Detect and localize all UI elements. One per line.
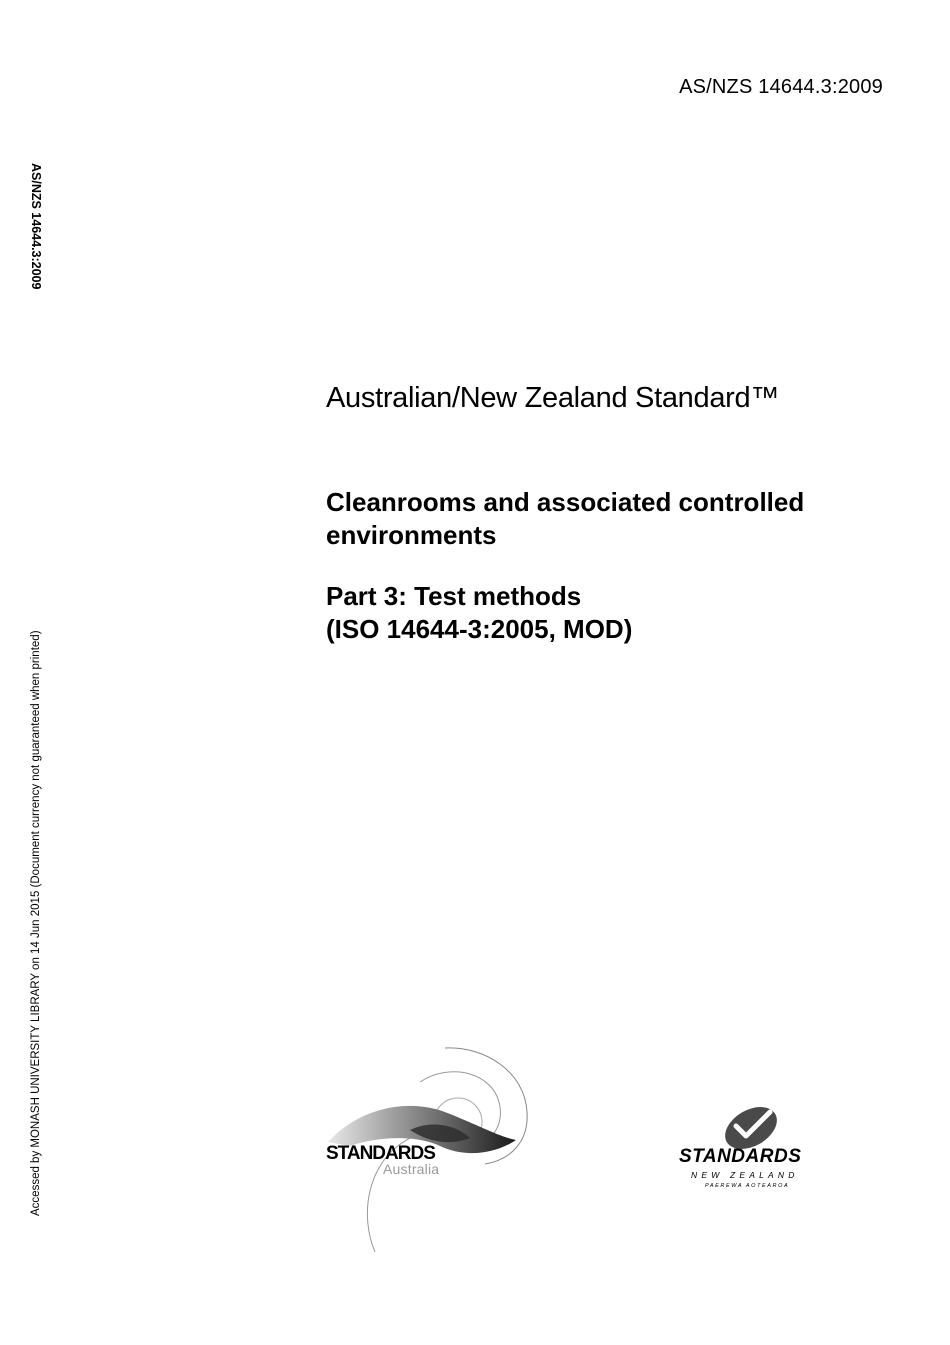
standards-nz-subtitle: NEW ZEALAND bbox=[691, 1170, 799, 1180]
standards-australia-wordmark: STANDARDS bbox=[326, 1143, 435, 1164]
access-note: Accessed by MONASH UNIVERSITY LIBRARY on 14 Jun 2015 (Document currency not guaranteed when printed) bbox=[30, 630, 42, 1216]
standards-australia-subtitle: Australia bbox=[383, 1161, 440, 1177]
standards-nz-logo-icon bbox=[718, 1102, 788, 1150]
iso-reference: (ISO 14644-3:2005, MOD) bbox=[326, 614, 633, 644]
standard-heading: Australian/New Zealand Standard™ bbox=[326, 382, 780, 414]
standards-nz-maori-subtitle: PAEREWA AOTEAROA bbox=[705, 1183, 790, 1189]
document-number: AS/NZS 14644.3:2009 bbox=[679, 76, 883, 98]
document-title: Cleanrooms and associated controlled environments bbox=[326, 487, 805, 550]
part-title bbox=[326, 580, 886, 646]
part-line: Part 3: Test methods bbox=[326, 581, 582, 611]
spine-label: AS/NZS 14644.3:2009 bbox=[29, 163, 43, 290]
standards-nz-wordmark: STANDARDS bbox=[679, 1146, 802, 1167]
